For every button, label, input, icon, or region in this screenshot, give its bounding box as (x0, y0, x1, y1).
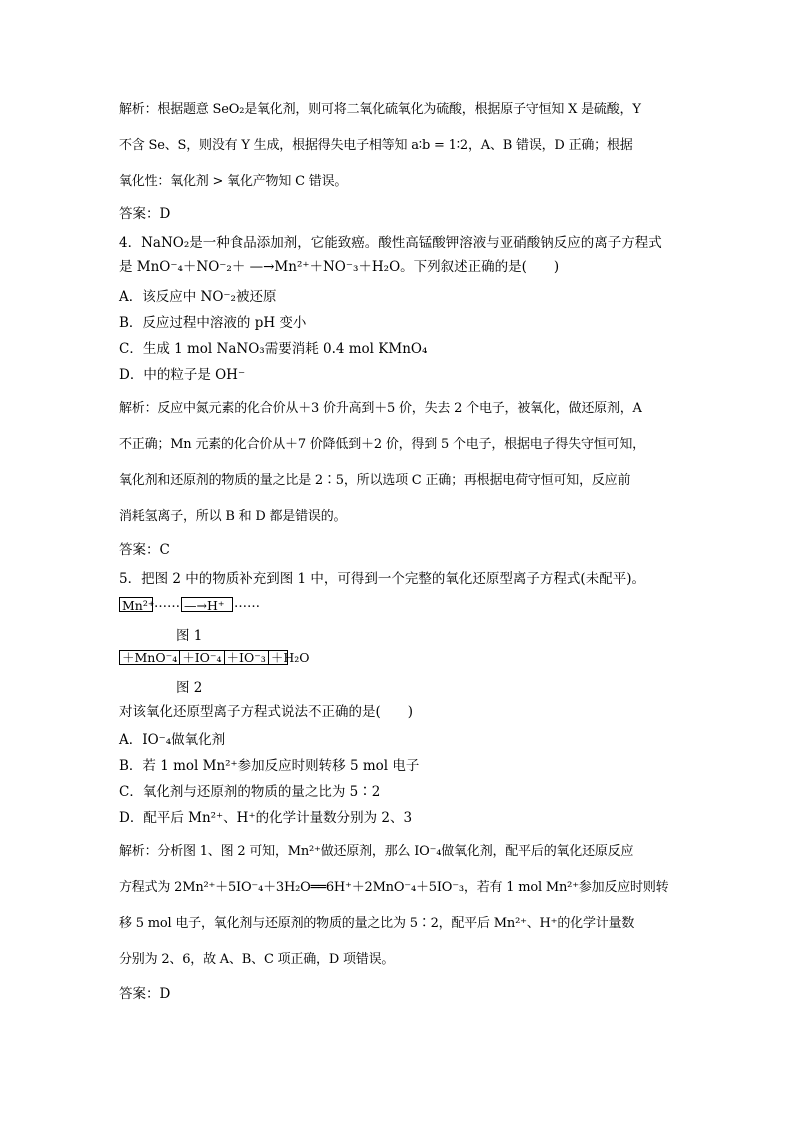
analysis-q3-line-1: 解析：根据题意 SeO₂是氧化剂，则可将二氧化硫氧化为硫酸，根据原子守恒知 X 是硫酸，Y (119, 102, 641, 117)
fig1-box-h (181, 597, 233, 612)
q4-answer: 答案：C (119, 542, 170, 558)
q5-analysis-line-3: 移 5 mol 电子，氧化剂与还原剂的物质的量之比为 5∶2，配平后 Mn²⁺、H⁺的化学计量数 (119, 916, 635, 931)
fig2-item-mno4: ＋MnO⁻₄ (120, 651, 180, 664)
fig2-item-h2o: ＋H₂O (270, 650, 310, 665)
answer-q3: 答案：D (119, 206, 171, 222)
q5-option-c: C．氧化剂与还原剂的物质的量之比为 5∶2 (119, 784, 381, 800)
q4-stem-line-2: 是 MnO⁻₄＋NO⁻₂＋ —→Mn²⁺＋NO⁻₃＋H₂O。下列叙述正确的是( ) (119, 259, 560, 275)
fig2-box-row (119, 650, 310, 665)
q4-option-d: D．中的粒子是 OH⁻ (119, 367, 246, 383)
analysis-q3-line-2: 不含 Se、S，则没有 Y 生成，根据得失电子相等知 a∶b = 1∶2，A、B 错误，D 正确；根据 (119, 138, 633, 153)
fig1-h-label: —→H⁺ (184, 598, 225, 613)
q5-option-d: D．配平后 Mn²⁺、H⁺的化学计量数分别为 2、3 (119, 810, 413, 826)
analysis-q3-line-3: 氧化性：氧化剂 > 氧化产物知 C 错误。 (119, 174, 348, 189)
q5-option-a: A．IO⁻₄做氧化剂 (119, 732, 226, 748)
q5-analysis-line-1: 解析：分析图 1、图 2 可知，Mn²⁺做还原剂，那么 IO⁻₄做氧化剂，配平后的氧化还原反应 (119, 844, 634, 859)
q5-question: 对该氧化还原型离子方程式说法不正确的是( ) (119, 704, 414, 720)
fig1-dots-1: …… (154, 596, 180, 611)
fig1-mn-label: Mn²⁺ (122, 598, 155, 613)
q4-analysis-line-1: 解析：反应中氮元素的化合价从＋3 价升高到＋5 价，失去 2 个电子，被氧化，做还原剂，A (119, 401, 642, 416)
fig2-item-io4: ＋IO⁻₄ (180, 651, 224, 664)
fig1-dots-2: …… (234, 596, 260, 611)
q5-analysis-line-4: 分别为 2、6，故 A、B、C 项正确，D 项错误。 (119, 952, 395, 967)
q4-option-a: A．该反应中 NO⁻₂被还原 (119, 289, 277, 305)
fig2-item-io3: ＋IO⁻₃ (225, 651, 269, 664)
fig1-box-mn (119, 597, 153, 612)
q4-option-b: B．反应过程中溶液的 pH 变小 (119, 315, 307, 331)
q5-option-b: B．若 1 mol Mn²⁺参加反应时则转移 5 mol 电子 (119, 758, 420, 774)
q5-analysis-line-2: 方程式为 2Mn²⁺＋5IO⁻₄＋3H₂O══6H⁺＋2MnO⁻₄＋5IO⁻₃，若有 1 mol Mn²⁺参加反应时则转 (119, 880, 669, 895)
q4-stem-line-1: 4．NaNO₂是一种食品添加剂，它能致癌。酸性高锰酸钾溶液与亚硝酸钠反应的离子方程式 (119, 235, 662, 251)
q4-analysis-line-4: 消耗氢离子，所以 B 和 D 都是错误的。 (119, 509, 347, 524)
q5-answer: 答案：D (119, 986, 171, 1002)
q5-stem: 5．把图 2 中的物质补充到图 1 中，可得到一个完整的氧化还原型离子方程式(未配平)。 (119, 571, 645, 587)
q4-analysis-line-3: 氧化剂和还原剂的物质的量之比是 2∶5，所以选项 C 正确；再根据电荷守恒可知，反应前 (119, 473, 631, 488)
q4-option-c: C．生成 1 mol NaNO₃需要消耗 0.4 mol KMnO₄ (119, 341, 428, 357)
fig1-caption: 图 1 (176, 628, 203, 644)
q4-analysis-line-2: 不正确；Mn 元素的化合价从＋7 价降低到＋2 价，得到 5 个电子，根据电子得失守恒可知， (119, 437, 645, 452)
fig2-caption: 图 2 (176, 680, 203, 696)
